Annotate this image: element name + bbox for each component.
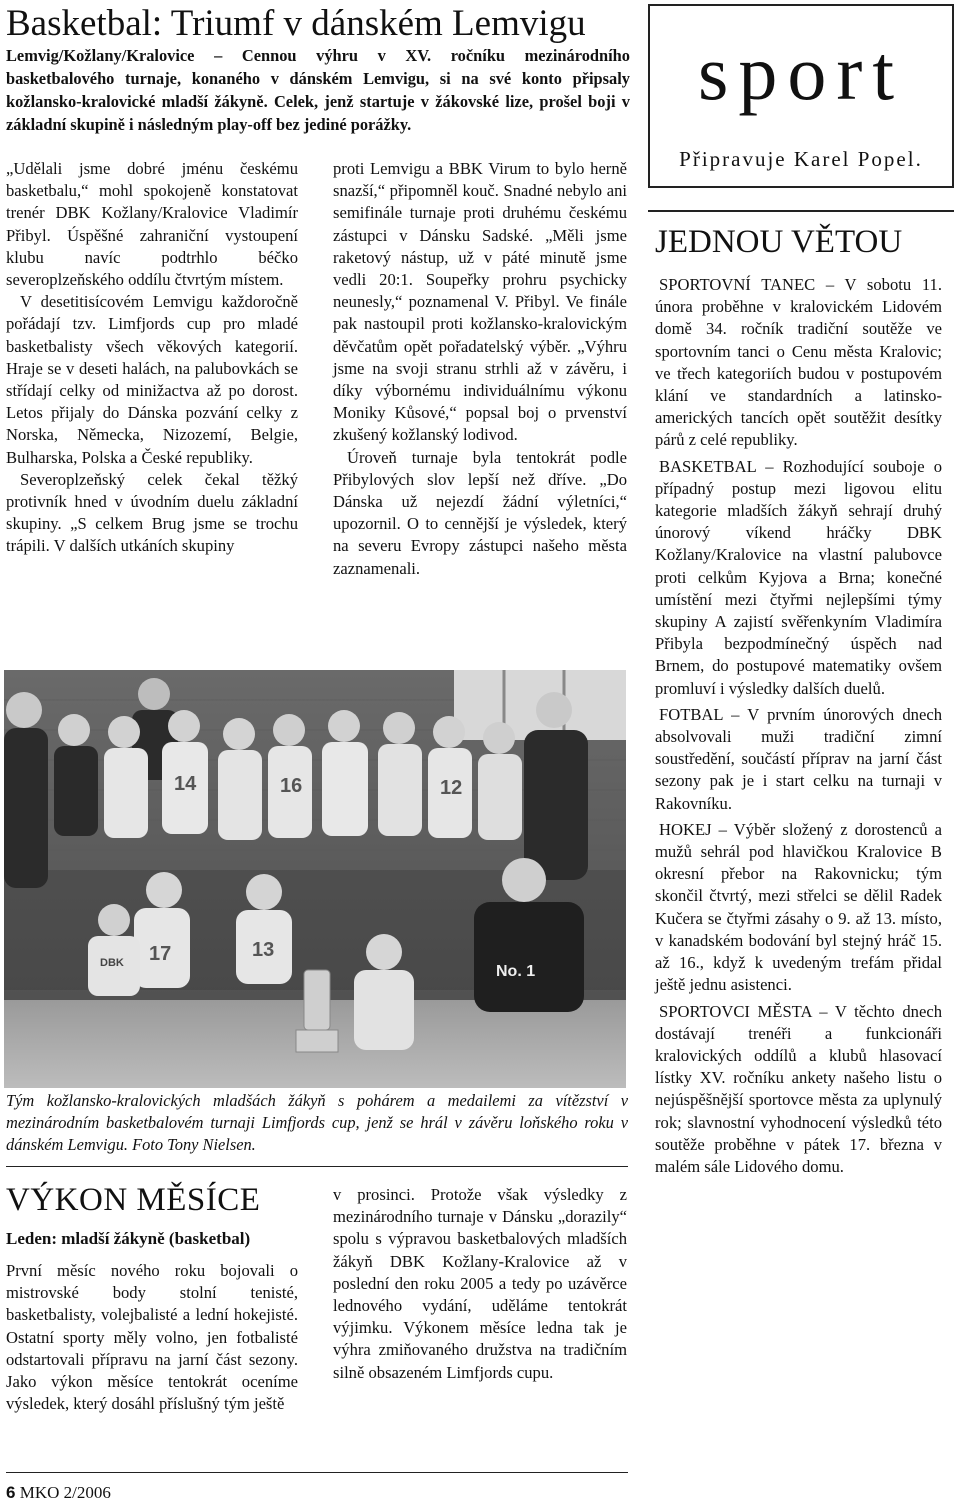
vykon-text-right: v prosinci. Protože však výsledky z mezinárodního turnaje v Dánsku „dorazily“ spolu s výpravou basketbalových mladších žákyň DBK Kožlany-Kralovice až v poslední den roku 2005 a tedy po uzávěrce lednového vydání, uděláme tentokrát výjimku. Výkonem měsíce ledna tak je výhra zmiňovaného družstva na tradičním silně obsazeném Limfjords cupu. [333, 1185, 627, 1382]
photo-caption: Tým kožlansko-kralovických mladšách žákyň s pohárem a medailemi za vítězství v mezinárodním basketbalovém turnaji Limfjords cup, jenž se hrál v závěru loňského roku v dánském Lemvigu. Foto Tony Nielsen. [6, 1091, 628, 1154]
news-item: BASKETBAL – Rozhodující souboje o případný postup mezi ligovou elitu kategorie mladších žákyň sehrají druhý únorový víkend hráčky DBK Kožlany/Kralovice na vlastní palubovce proti celkům Kyjova a Brna; konečné umístění mezi čtyřmi nejlepšími týmy skupiny A zajistí svěřenkyním Vladimíra Přibyla bezpodmínečný úspěch nad Brnem, do postupové matematiky ovšem promluví i výsledky dalších duelů. [655, 456, 942, 698]
jersey-number: 12 [440, 777, 463, 799]
article-lead: Lemvig/Kožlany/Kralovice – Cennou výhru v XV. ročníku mezinárodního basketbalového turnaje, konaného v dánském Lemvigu, si na své konto připsaly kožlansko-kralovické mladší žákyně. Celek, jenž startuje v žákovské lize, prošel boji v základní skupině i následným play-off bez jediné porážky. [6, 46, 630, 134]
vykon-text-left: První měsíc nového roku bojovali o mistrovské body stolní tenisté, basketbalisty, volejbalisté a lední hokejisté. Ostatní sporty měly volno, jen fotbalisté odstartovali přípravu na jarní část sezony. Jako výkon měsíce tentokrát oceníme výsledek, který dosáhl příslušný tým ještě [6, 1261, 298, 1414]
page-number: 6 [6, 1483, 16, 1502]
divider [648, 210, 954, 212]
issue-label: MKO 2/2006 [19, 1483, 111, 1502]
jersey-number: 14 [174, 773, 197, 795]
section-heading: sport [698, 29, 904, 116]
jersey-number: 17 [149, 943, 172, 965]
divider [6, 1472, 628, 1473]
shirt-print: No. 1 [496, 963, 536, 980]
jersey-number: 13 [252, 939, 275, 961]
page-footer [6, 1482, 111, 1504]
article-paragraph: V desetitisícovém Lemvigu každoročně pořádají tzv. Limfjords cup pro mladé basketbalisty všech věkových kategorií. Hraje se v deseti halách, na palubovkách se střídají celky od minižactva až po dorost. Letos přijaly do Dánska pozvání celky z Norska, Německa, Nizozemí, Belgie, Bulharska, Polska a České republiky. [6, 292, 298, 467]
jersey-number: 16 [280, 775, 303, 797]
divider [6, 1166, 628, 1167]
article-paragraph: proti Lemvigu a BBK Virum to bylo herně snazší,“ připomněl kouč. Snadné nebylo ani semifinále turnaje proti druhému českému zástupci v Dánsku Sadské. „Měli jsme raketový nástup, už v páté minutě jsme vedli 20:1. Soupeřky prohru psychicky neunesly,“ poznamenal V. Přibyl. Ve finále pak nastoupil proti kožlansko-kralovickým děvčatům opět pořadatelský výběr. „Výhru jsme na svoji stranu strhli až v závěru, i díky výbornému individuálnímu výkonu Moniky Kůsové,“ popsal boj o prvenství zkušený kožlanský lodivod. [333, 159, 627, 445]
news-item: FOTBAL – V prvním únorových dnech absolvovali muži tradiční zimní soustředění, součástí příprav na jarní část sezony pak je i start celku na turnaji v Rakovníku. [655, 704, 942, 813]
jednou-vetou-title: JEDNOU VĚTOU [655, 224, 903, 260]
team-photo-graphic [4, 670, 626, 1088]
team-photo [4, 670, 626, 1088]
article-paragraph: Severoplzeňský celek čekal těžký protivník hned v úvodním duelu základní skupiny. „S celkem Brug jsme se trochu trápili. V dalších utkáních skupiny [6, 469, 298, 556]
news-item: SPORTOVCI MĚSTA – V těchto dnech dostávají trenéři a funkcionáři kralovických oddílů a klubů hlasovací lístky XV. ročníku ankety našeho listu o nejúspěšnější sportovce města za uplynulý rok; slavnostní vyhodnocení výsledků této soutěže proběhne v pátek 17. března v malém sále Lidového domu. [655, 1001, 942, 1176]
news-item: SPORTOVNÍ TANEC – V sobotu 11. února proběhne v kralovickém Lidovém domě 34. ročník tradiční soutěže ve sportovním tanci o Cenu města Kralovic; ve třech kategoriích budou v postupovém klání ve standardních a latinsko-amerických tancích opět soutěžit desítky párů z celé republiky. [655, 275, 942, 450]
article-paragraph: Úroveň turnaje byla tentokrát podle Přibylových slov lepší než dříve. „Do Dánska už nejezdí žádní výletníci,“ upozornil. O to cennější je výsledek, který na severu Evropy zástupci našeho města zaznamenali. [333, 447, 627, 578]
article-column-right [333, 158, 627, 580]
article-title: Basketbal: Triumf v dánském Lemvigu [6, 3, 586, 44]
section-byline: Připravuje Karel Popel. [679, 147, 923, 171]
vykon-title: VÝKON MĚSÍCE [6, 1182, 261, 1218]
jednou-vetou-list [655, 274, 942, 1182]
article-column-left [6, 158, 298, 558]
article-paragraph: „Udělali jsme dobré jménu českému basketbalu,“ mohl spokojeně konstatovat trenér DBK Kožlany/Kralovice Vladimír Přibyl. Úspěšné zahraniční vystoupení klubu navíc podtrhlo béčko severoplzeňského oddílu čtvrtým místem. [6, 159, 298, 290]
sport-box [648, 4, 954, 188]
shirt-text: DBK [100, 957, 124, 969]
news-item: HOKEJ – Výběr složený z dorostenců a mužů sehrál pod hlavičkou Kralovice B okresní přebor na Rakovnicku; tým skončil čtvrtý, mezi střelci se dělil Radek Kučera se čtyřmi zásahy o 9. až 13. místo, v kanadském bodování byl stejný hráč 15. až 16., když k uvedeným trefám přidal ještě jednu asistenci. [655, 819, 942, 995]
vykon-subtitle: Leden: mladší žákyně (basketbal) [6, 1229, 251, 1248]
